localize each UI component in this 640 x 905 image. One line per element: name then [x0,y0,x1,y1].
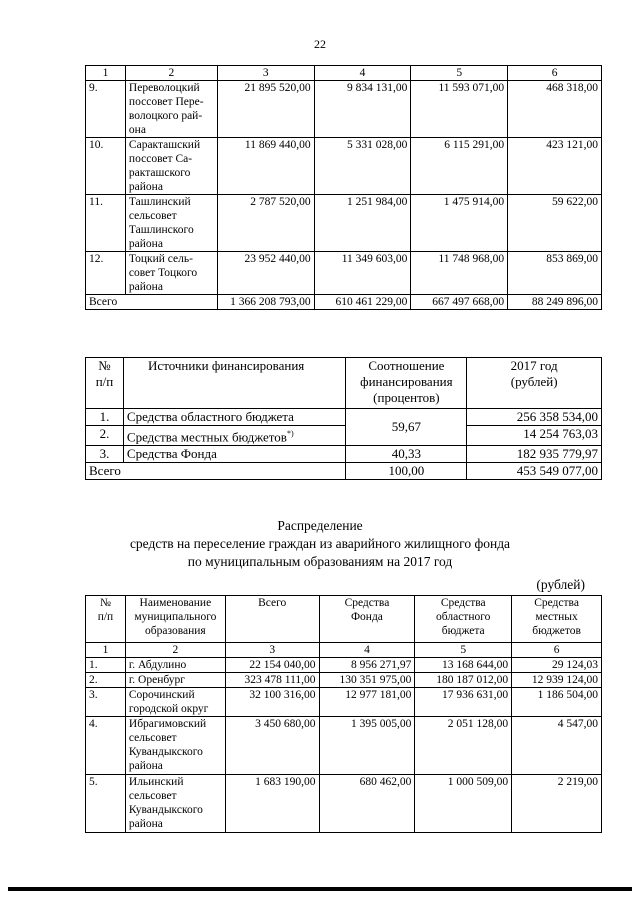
cell-fund: 130 351 975,00 [319,673,415,688]
source-name: Средства областного бюджета [123,409,346,426]
cell-local: 12 939 124,00 [512,673,602,688]
cell-fund: 5 331 028,00 [314,138,411,195]
cell-regional: 1 475 914,00 [411,195,508,252]
cell-fund: 8 956 271,97 [319,658,415,673]
table-row [86,775,602,833]
row-number: 2. [86,426,124,446]
cell-regional: 6 115 291,00 [411,138,508,195]
amount: 182 935 779,97 [467,446,602,463]
header-name: Наименование муниципального образования [125,596,225,643]
cell-total: 22 154 040,00 [225,658,319,673]
col-number: 5 [411,66,508,81]
header-num: № п/п [86,358,124,409]
cell-fund: 9 834 131,00 [314,81,411,138]
header-row [86,358,602,409]
cell-total: 323 478 111,00 [225,673,319,688]
page-number: 22 [314,37,326,51]
table-row [86,409,602,426]
row-number: 2. [86,673,126,688]
cell-regional: 17 936 631,00 [415,688,512,717]
source-name: Средства местных бюджетов*) [123,426,346,446]
cell-regional: 2 051 128,00 [415,717,512,775]
header-local: Средства местных бюджетов [512,596,602,643]
table-row [86,138,602,195]
ratio: 40,33 [346,446,467,463]
header-year: 2017 год (рублей) [467,358,602,409]
row-number: 9. [86,81,126,138]
row-number: 1. [86,409,124,426]
amount: 14 254 763,03 [467,426,602,446]
municipality-name: Сорочинский городской округ [125,688,225,717]
total-cell: 610 461 229,00 [314,295,411,310]
cell-local: 59 622,00 [508,195,602,252]
section-title: Распределение средств на переселение граждан из аварийного жилищного фонда по муниципальным образованиям на 2017 год [129,518,511,569]
total-row [86,295,602,310]
row-number: 11. [86,195,126,252]
cell-fund: 680 462,00 [319,775,415,833]
footnote-mark: *) [286,429,294,438]
municipality-name: Ташлинский сельсовет Ташлинского района [125,195,217,252]
col-number: 3 [217,66,314,81]
table-continuation [85,65,602,310]
column-number-row [86,643,602,658]
header-fund: Средства Фонда [319,596,415,643]
bottom-rule [8,887,632,891]
cell-local: 4 547,00 [512,717,602,775]
row-number: 3. [86,446,124,463]
cell-total: 32 100 316,00 [225,688,319,717]
total-label: Всего [86,463,346,480]
row-number: 10. [86,138,126,195]
cell-total: 3 450 680,00 [225,717,319,775]
table-row [86,658,602,673]
total-row [86,463,602,480]
source-name: Средства Фонда [123,446,346,463]
col-number: 4 [314,66,411,81]
cell-fund: 11 349 603,00 [314,252,411,295]
header-total: Всего [225,596,319,643]
cell-regional: 11 593 071,00 [411,81,508,138]
header-num: № п/п [86,596,126,643]
total-amount: 453 549 077,00 [467,463,602,480]
cell-regional: 1 000 509,00 [415,775,512,833]
col-number: 5 [415,643,512,658]
amount: 256 358 534,00 [467,409,602,426]
table-row [86,195,602,252]
header-ratio: Соотношение финансирования (процентов) [346,358,467,409]
cell-fund: 12 977 181,00 [319,688,415,717]
total-cell: 1 366 208 793,00 [217,295,314,310]
cell-local: 468 318,00 [508,81,602,138]
col-number: 4 [319,643,415,658]
row-number: 5. [86,775,126,833]
municipality-name: г. Оренбург [125,673,225,688]
col-number: 1 [86,643,126,658]
cell-total: 11 869 440,00 [217,138,314,195]
table-row [86,673,602,688]
municipality-name: г. Абдулино [125,658,225,673]
cell-total: 1 683 190,00 [225,775,319,833]
cell-local: 29 124,03 [512,658,602,673]
table-row [86,252,602,295]
municipality-name: Ильинский сельсовет Кувандыкского района [125,775,225,833]
row-number: 3. [86,688,126,717]
total-cell: 667 497 668,00 [411,295,508,310]
municipality-name: Тоцкий сель- совет Тоцкого района [125,252,217,295]
cell-fund: 1 395 005,00 [319,717,415,775]
row-number: 12. [86,252,126,295]
row-number: 1. [86,658,126,673]
cell-total: 21 895 520,00 [217,81,314,138]
municipality-name: Ибрагимовский сельсовет Кувандыкского района [125,717,225,775]
header-source: Источники финансирования [123,358,346,409]
cell-total: 2 787 520,00 [217,195,314,252]
cell-local: 1 186 504,00 [512,688,602,717]
col-number: 6 [508,66,602,81]
cell-local: 423 121,00 [508,138,602,195]
header-row [86,596,602,643]
cell-regional: 11 748 968,00 [411,252,508,295]
table-row [86,81,602,138]
funding-sources-table [85,357,602,480]
cell-regional: 13 168 644,00 [415,658,512,673]
total-cell: 88 249 896,00 [508,295,602,310]
table-row [86,688,602,717]
row-number: 4. [86,717,126,775]
table-row [86,717,602,775]
cell-local: 2 219,00 [512,775,602,833]
cell-fund: 1 251 984,00 [314,195,411,252]
col-number: 2 [125,643,225,658]
cell-regional: 180 187 012,00 [415,673,512,688]
col-number: 2 [125,66,217,81]
distribution-table [85,595,602,833]
col-number: 1 [86,66,126,81]
column-number-row [86,66,602,81]
table-row [86,446,602,463]
merged-ratio: 59,67 [346,409,467,446]
cell-total: 23 952 440,00 [217,252,314,295]
total-ratio: 100,00 [346,463,467,480]
col-number: 3 [225,643,319,658]
units-label: (рублей) [536,577,585,592]
header-regional: Средства областного бюджета [415,596,512,643]
municipality-name: Переволоцкий поссовет Пере- волоцкого рай- она [125,81,217,138]
col-number: 6 [512,643,602,658]
municipality-name: Саракташский поссовет Са- ракташского района [125,138,217,195]
cell-local: 853 869,00 [508,252,602,295]
total-label: Всего [86,295,218,310]
table-row [86,426,602,446]
